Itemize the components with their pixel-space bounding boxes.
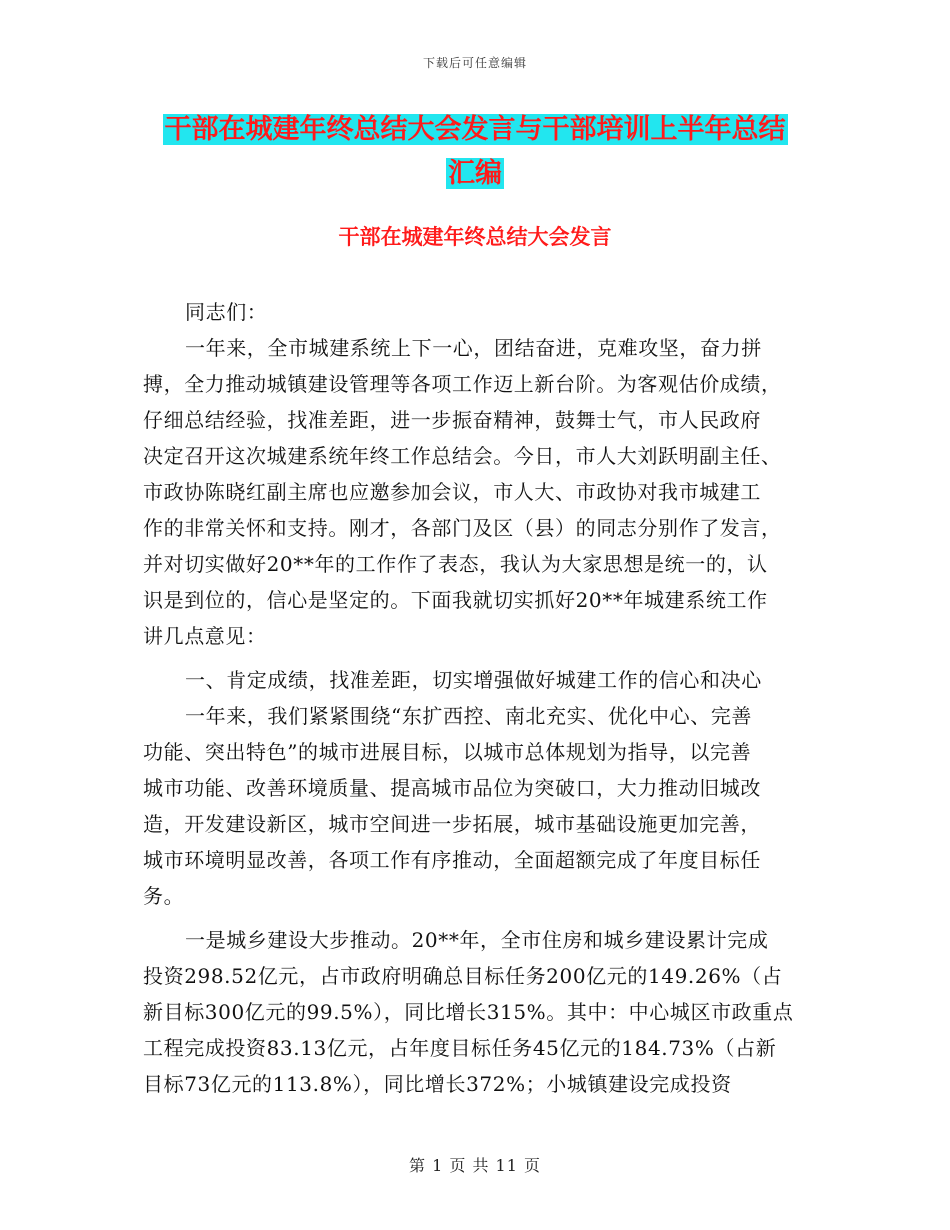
body-line: 一年来，我们紧紧围绕“东扩西控、南北充实、优化中心、完善 <box>185 704 753 728</box>
body-line: 工程完成投资83.13亿元，占年度目标任务45亿元的184.73%（占新 <box>143 1036 777 1060</box>
body-line: 功能、突出特色”的城市进展目标，以城市总体规划为指导，以完善 <box>143 740 752 764</box>
body-line: 同志们： <box>185 300 268 324</box>
body-line: 仔细总结经验，找准差距，进一步振奋精神，鼓舞士气，市人民政府 <box>143 408 761 432</box>
body-line: 城市功能、改善环境质量、提高城市品位为突破口，大力推动旧城改 <box>143 776 761 800</box>
body-line: 市政协陈晓红副主席也应邀参加会议，市人大、市政协对我市城建工 <box>143 480 761 504</box>
section-title: 干部在城建年终总结大会发言 <box>338 224 612 249</box>
body-line: 一年来，全市城建系统上下一心，团结奋进，克难攻坚，奋力拼 <box>185 336 762 360</box>
body-line: 投资298.52亿元，占市政府明确总目标任务200亿元的149.26%（占 <box>143 964 783 988</box>
body-line: 新目标300亿元的99.5%），同比增长315%。其中：中心城区市政重点 <box>143 1000 794 1024</box>
body-line: 目标73亿元的113.8%），同比增长372%；小城镇建设完成投资 <box>143 1072 732 1096</box>
body-line: 一是城乡建设大步推动。20**年，全市住房和城乡建设累计完成 <box>185 928 769 952</box>
body-line: 城市环境明显改善，各项工作有序推动，全面超额完成了年度目标任 <box>143 848 761 872</box>
body-line: 讲几点意见： <box>143 624 267 648</box>
header-note: 下载后可任意编辑 <box>422 56 527 70</box>
body-line: 搏，全力推动城镇建设管理等各项工作迈上新台阶。为客观估价成绩， <box>143 372 782 396</box>
body-line: 造，开发建设新区，城市空间进一步拓展，城市基础设施更加完善， <box>143 812 761 836</box>
main-title-line-2 <box>140 154 810 194</box>
body-line: 一、肯定成绩，找准差距，切实增强做好城建工作的信心和决心 <box>185 668 762 692</box>
main-title-text-1: 干部在城建年终总结大会发言与干部培训上半年总结 <box>164 114 786 145</box>
body-line: 决定召开这次城建系统年终工作总结会。今日，市人大刘跃明副主任、 <box>143 444 782 468</box>
body-line: 识是到位的，信心是坚定的。下面我就切实抓好20**年城建系统工作 <box>143 588 768 612</box>
main-title-line-1 <box>140 110 810 150</box>
body-line: 并对切实做好20**年的工作作了表态，我认为大家思想是统一的，认 <box>143 552 768 576</box>
body-line: 务。 <box>143 884 185 908</box>
page-number: 第 1 页 共 11 页 <box>409 1156 541 1175</box>
main-title-text-2: 汇编 <box>448 158 502 189</box>
body-line: 作的非常关怀和支持。刚才，各部门及区（县）的同志分别作了发言， <box>143 516 782 540</box>
